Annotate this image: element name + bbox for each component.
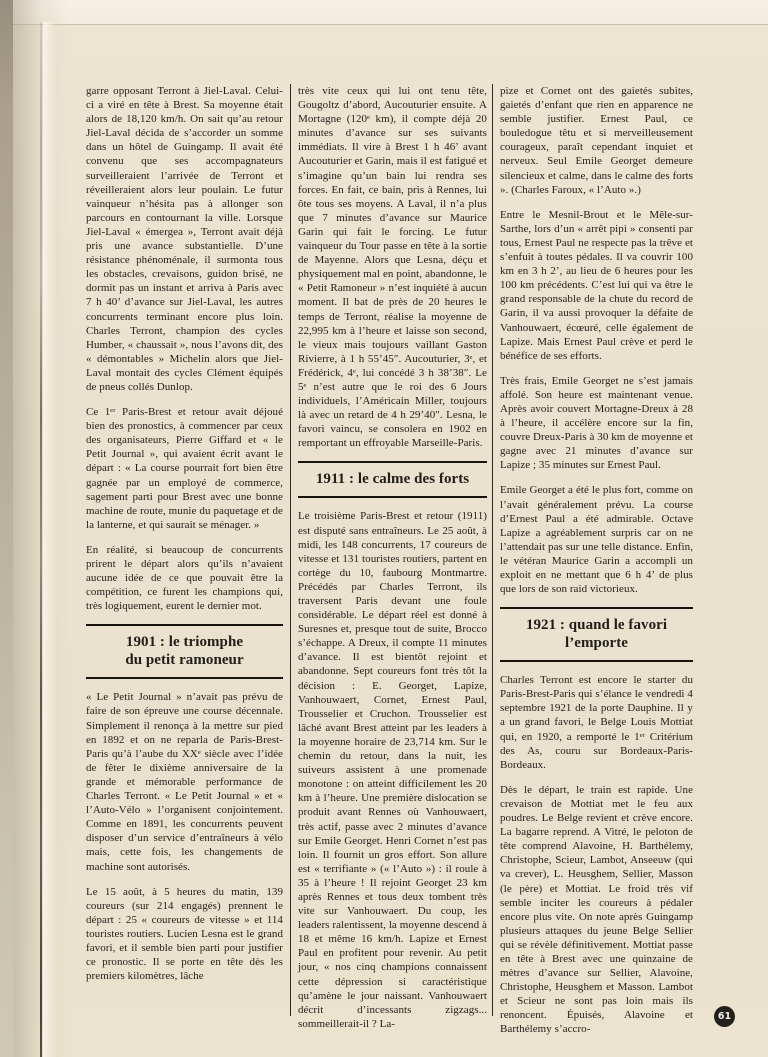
paragraph: Entre le Mesnil-Brout et le Mêle-sur-Sarthe, lors d’un « arrêt pipi » consenti par tous, Ernest Paul ne respecte pas la trêve et s’enfuit à toutes pédales. Il va couvrir 100 km en 3 h 2’, au lieu de 6 heures pour les 100 km précédents. C’est lui qui va être le grand responsable de la chute du record de Garin, il va aussi provoquer la défaite de Vanhouwaert, écœuré, celle également de Lapize. Mais Ernest Paul crève et perd le bénéfice de ses efforts.: [500, 208, 693, 362]
book-left-edge: [0, 0, 13, 1057]
paragraph: Ce 1ᵉʳ Paris-Brest et retour avait déjoué bien des pronostics, à commencer par ceux des organisateurs, Pierre Giffard et « le Petit Journal », qui avaient écrit avant le départ : « La course pourrait fort bien être gagnée par un employé de commerce, sagement parti pour Brest avec une bonne machine de route, munie du paquetage et de la lanterne, et qui saurait se ménager. »: [86, 406, 283, 531]
fold-highlight: [43, 22, 57, 1057]
page-top-edge: [0, 0, 768, 25]
section-heading-1901: [86, 624, 283, 679]
section-heading-1911: [298, 461, 487, 498]
paragraph: Le 15 août, à 5 heures du matin, 139 coureurs (sur 214 engagés) prennent le départ : 25 « coureurs de vitesse » et 114 touristes routiers. Lucien Lesna est le grand favori, et il semble bien parti pour justifier ce pronostic. Il se porte en tête dès les premiers kilomètres, lâche: [86, 885, 283, 983]
paragraph: Dès le départ, le train est rapide. Une crevaison de Mottiat met le feu aux poudres. Le Belge revient et crève encore. La bagarre reprend. A Vitré, le peloton de tête comprend Alavoine, H. Barthélemy, Christophe, Scieur, Lambot, Anseeuw (qui va crever), L. Heusghem, Sellier, Masson (le père) et Mottiat. Le froid très vif semble inciter les coureurs à pédaler encore plus vite. On note après Guingamp plusieurs attaques du jeune Belge Sellier qui se révèle définitivement. Mottiat passe en tête à Brest avec une quinzaine de mètres d’avance sur Sellier, Alavoine, Christophe, Heusghem et Masson. Lambot et Scieur ne sont pas loin mais ils renoncent. Épuisés, Alavoine et Barthélemy s’accro-: [500, 783, 693, 1036]
paragraph: Charles Terront est encore le starter du Paris-Brest-Paris qui s’élance le vendredi 4 septembre 1921 de la porte Dauphine. Il y a un grand favori, le Belge Louis Mottiat qui, en 1920, a remporté le 1ᵉʳ Critérium des As, couru sur Bordeaux-Paris-Bordeaux.: [500, 674, 693, 771]
section-heading-1921: [500, 607, 693, 662]
column-divider-1: [290, 84, 291, 1016]
column-2: [298, 84, 487, 1042]
heading-line: 1901 : le triomphe: [125, 634, 244, 651]
heading-line: l’emporte: [565, 635, 628, 652]
paragraph: garre opposant Terront à Jiel-Laval. Celui-ci a viré en tête à Brest. Sa moyenne était alors de 18,120 km/h. On sait qu’au retour Jiel-Laval décida de s’accorder un somme dans un hôtel de Guingamp. Il avait été convenu que ses accompagnateurs surveilleraient l’arrivée de Terront et réveilleraient alors leur poulain. Le futur vainqueur n’hésita pas à allonger son parcours en contournant la ville. Lorsque Jiel-Laval « émergea », Terront avait déjà pris une avance substantielle. D’une résistance phénoménale, il surmonta tous les obstacles, crevaisons, guidon brisé, ne dormit pas un instant et arriva à Paris avec 7 h 40’ d’avance sur Jiel-Laval, les autres concurrents terminant encore plus loin. Charles Terront, champion des cycles Humber, « chaussait », nous l’avons dit, des « démontables » Michelin alors que Jiel-Laval montait des cycles Clément équipés de pneus collés Dunlop.: [86, 85, 283, 393]
heading-line: du petit ramoneur: [125, 652, 244, 669]
heading-line: 1911 : le calme des forts: [315, 471, 470, 488]
paragraph: Emile Georget a été le plus fort, comme on l’avait généralement prévu. La course d’Ernest Paul a été admirable. Octave Lapize a agréablement surpris car on ne l’attendait pas sur une telle distance. Enfin, le vétéran Maurice Garin a accompli un exploit en ne mettant que 6 h 4’ de plus que lors de son raid victorieux.: [500, 484, 693, 596]
paragraph: En réalité, si beaucoup de concurrents prirent le départ alors qu’ils n’avaient aucune idée de ce que pouvait être la compétition, ce furent les champions qui, très logiquement, eurent le dernier mot.: [86, 543, 283, 613]
page-number-badge: 61: [714, 1006, 735, 1027]
binding-crease: [40, 22, 42, 1057]
paragraph: très vite ceux qui lui ont tenu tête, Gougoltz d’abord, Aucouturier ensuite. A Mortagne (120ᵉ km), il compte déjà 20 minutes d’avance sur ses suivants immédiats. Il vire à Brest 1 h 46’ avant Aucouturier et Garin, mais il est fatigué et s’imagine qu’un bain lui rendra ses forces. En fait, ce bain, pris à Rennes, lui ôte tous ses moyens. A Laval, il n’a plus que 7 minutes d’avance sur Maurice Garin qui fait le forcing. Le futur vainqueur du Tour passe en tête à la sortie de Mayenne. Alors que Lesna, déçu et physiquement mal en point, abandonne, le « Petit Ramoneur » n’est inquiété à aucun moment. Il bat de près de 20 heures le temps de Terront, réalise la moyenne de 22,995 km à l’heure et laisse son second, le vieux mais toujours vaillant Gaston Rivierre, à 1 h 55’45″. Aucouturier, 3ᵉ, et Frédérick, 4ᵉ, lui concédé 3 h 38’38″. Le 5ᵉ n’est autre que le roi des 6 Jours individuels, l’Américain Miller, toujours là avec un retard de 4 h 29’40″. Lesna, le favori vaincu, se consolera en 1902 en remportant un effroyable Marseille-Paris.: [298, 85, 487, 450]
heading-line: 1921 : quand le favori: [525, 617, 668, 634]
column-divider-2: [492, 84, 493, 1016]
paragraph: « Le Petit Journal » n’avait pas prévu de faire de son épreuve une course décennale. Simplement il renonça à la mettre sur pied en 1892 et on ne reparla de Paris-Brest-Paris qu’à l’aube du XXᵉ siècle avec l’idée de fêter le dixième anniversaire de la grande et mémorable performance de Charles Terront. « Le Petit Journal » et « l’Auto-Vélo » l’organisent conjointement. Comme en 1891, les concurrents peuvent disposer d’un service d’entraîneurs à vélo mais, cette fois, les changements de machine sont autorisés.: [86, 691, 283, 873]
column-3: [500, 84, 693, 1048]
paragraph: pize et Cornet ont des gaietés subites, gaietés d’enfant que rien en apparence ne semble justifier. Ernest Paul, ce bouledogue têtu et si merveilleusement courageux, paraît cependant inquiet et nerveux. Seul Emile Georget demeure silencieux et calme, dans le calme des forts ». (Charles Faroux, « l’Auto ».): [500, 85, 693, 196]
column-1: [86, 84, 283, 994]
paragraph: Le troisième Paris-Brest et retour (1911) est disputé sans entraîneurs. Le 25 août, à midi, les 148 concurrents, 17 coureurs de vitesse et 131 touristes routiers, partent en cortège du 10, faubourg Montmartre. Précédés par Charles Terront, ils traversent Paris devant une foule considérable. Le départ réel est donné à Suresnes et, presque tout de suite, Brocco s’échappe. A Dreux, il compte 11 minutes d’avance. Il est bientôt rejoint et abandonne. Sept coureurs font très tôt la décision : E. Georget, Lapize, Vanhouwaert, Cornet, Ernest Paul, Trousselier et Cruchon. Trousselier est lâché avant Brest atteint par les leaders à la moyenne horaire de 23,714 km. Sur le chemin du retour, dans la nuit, les suiveurs assistent à une promenade monotone : on atteint difficilement les 20 km à l’heure. Une première dislocation se produit avant Rennes où Vanhouwaert, très actif, passe avec 2 minutes d’avance sur Emile Georget. Henri Cornet n’est pas loin. Il fournit un gros effort. Son allure est « terrifiante » (« l’Auto ») : il roule à 35 à l’heure ! Il rejoint Georget 23 km après Rennes et tous deux tombent très vite sur Vanhouwaert. Du coup, les leaders ralentissent, la moyenne descend à 18 et même 16 km/h. Lapize et Ernest Paul en profitent pour revenir. Au petit jour, « nos cinq champions connaissent cette dépression si caractéristique qu’amène le jour naissant. Vanhouwaert décrit d’incessants zigzags... sommeillerait-il ? La-: [298, 510, 487, 1030]
paragraph: Très frais, Emile Georget ne s’est jamais affolé. Son heure est maintenant venue. Après avoir couvert Mortagne-Dreux à 28 à l’heure, il accélère encore sur la fin, couvre Dreux-Paris à 30 km de moyenne et gagne avec 21 minutes d’avance sur Lapize ; 35 minutes sur Ernest Paul.: [500, 374, 693, 472]
